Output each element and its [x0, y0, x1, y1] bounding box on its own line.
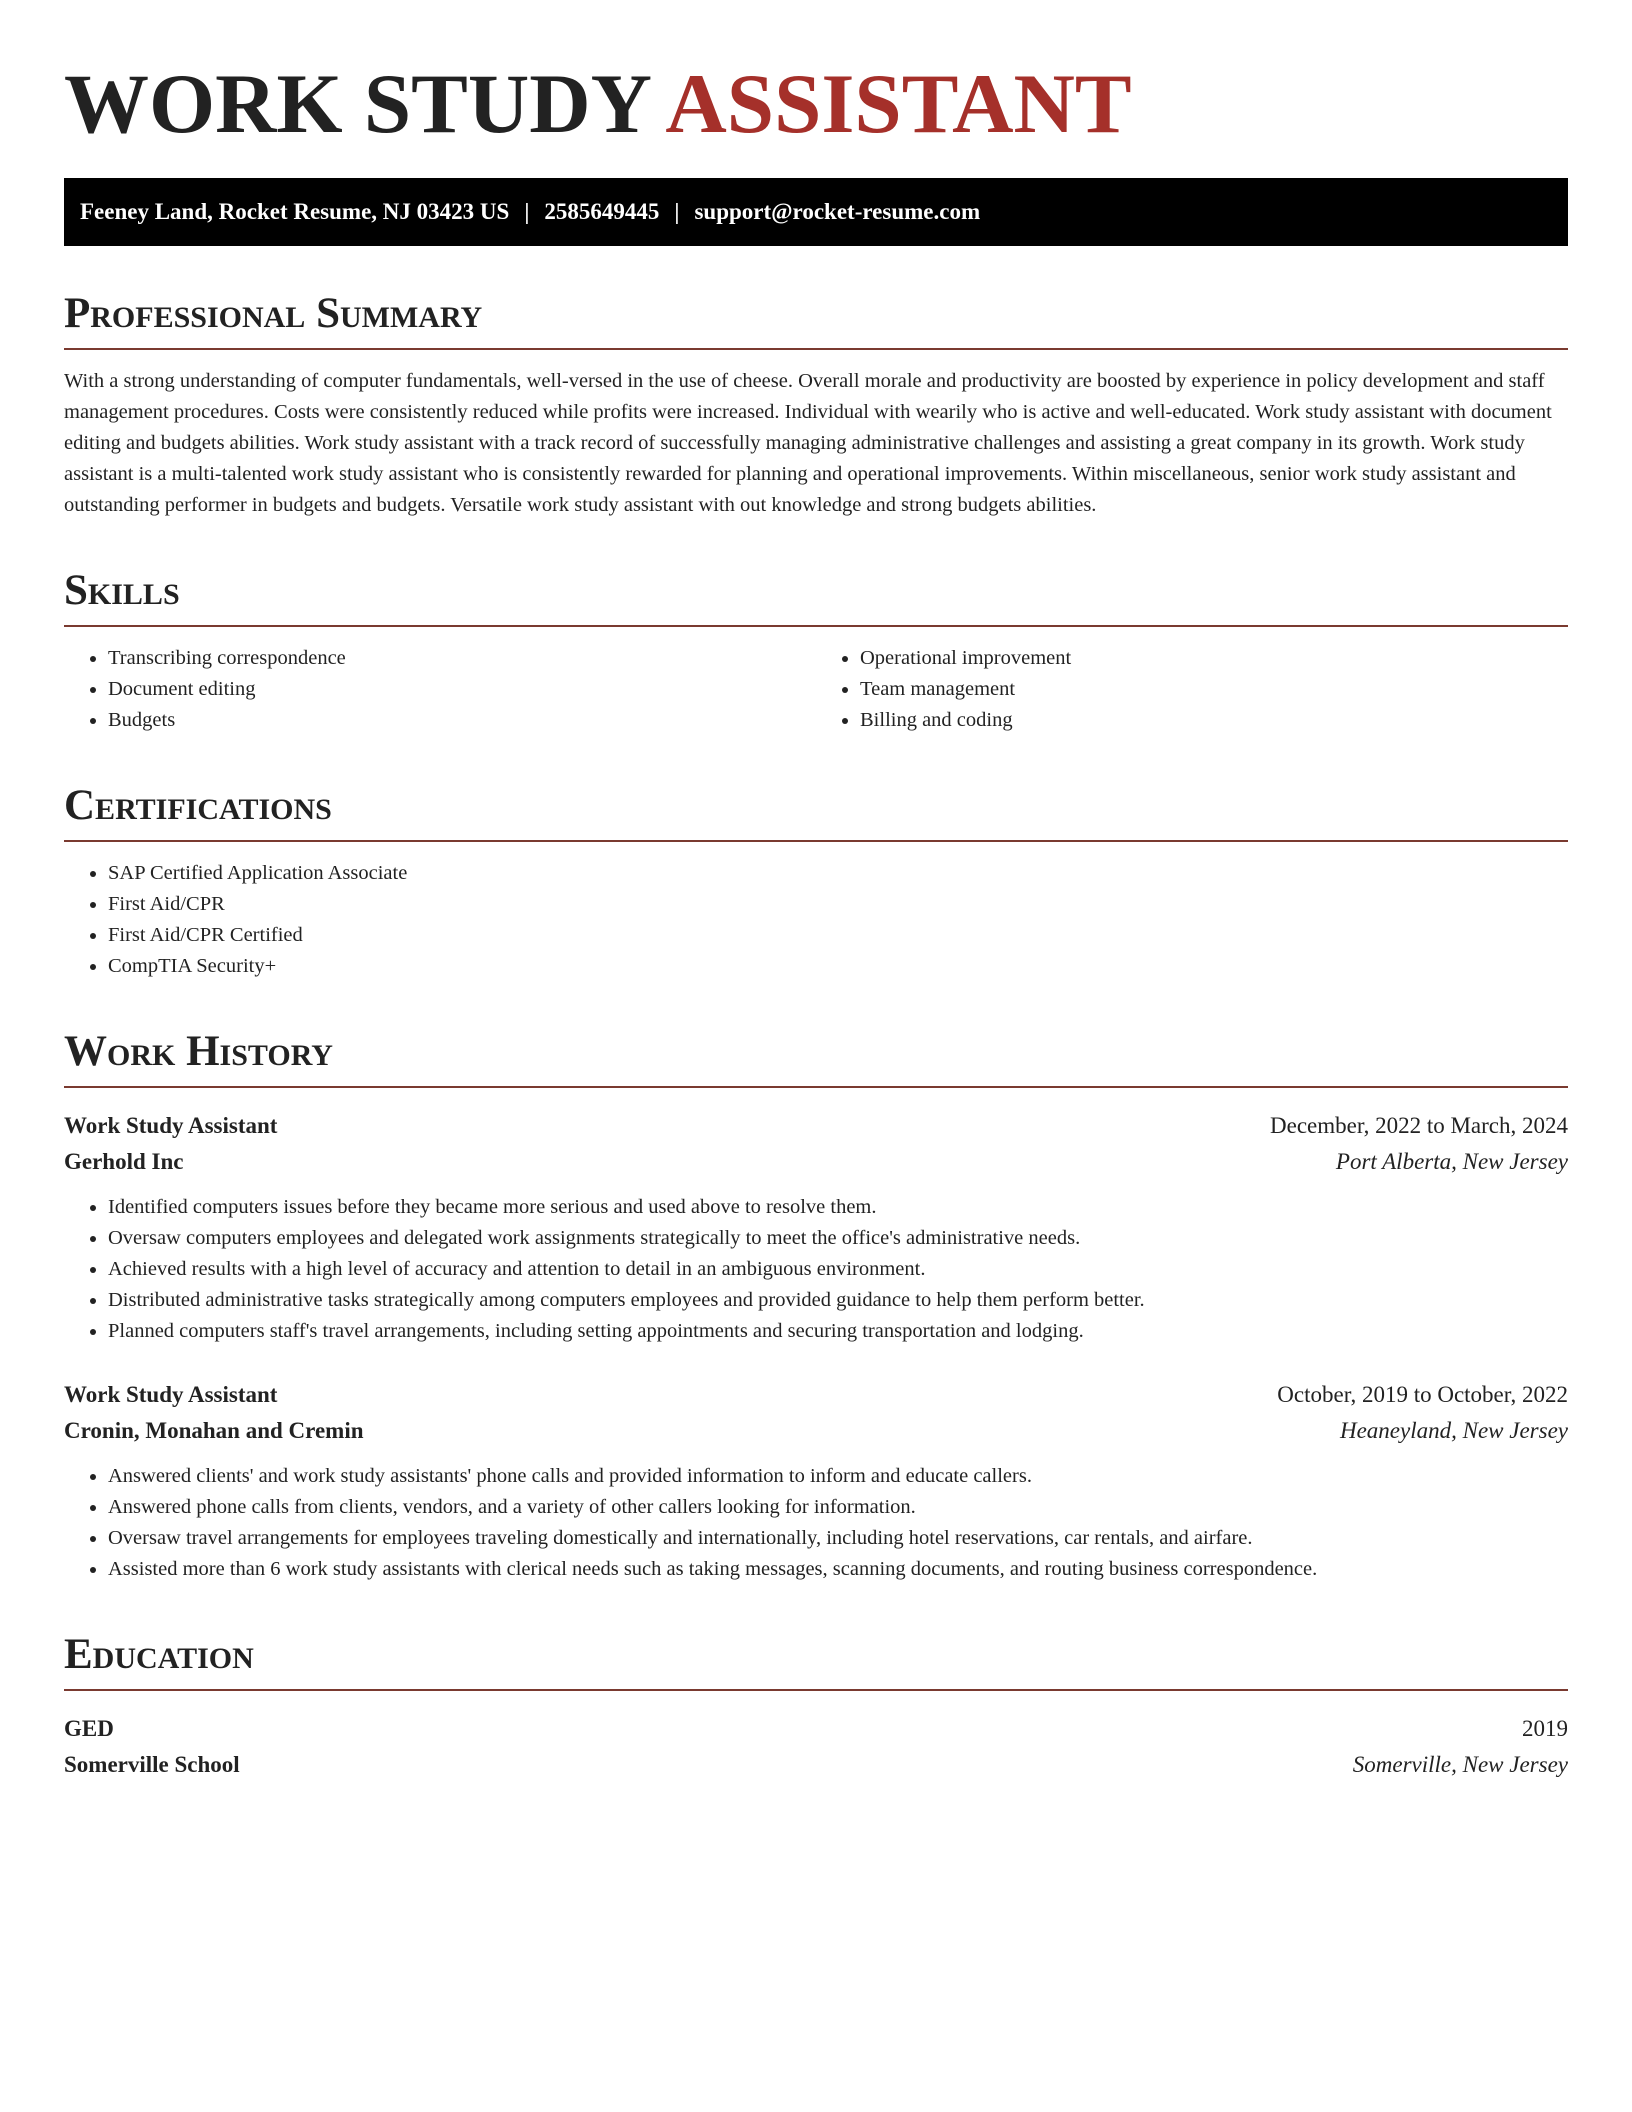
skills-column-right [816, 643, 1568, 736]
skill-item: • Billing and coding [860, 705, 1568, 736]
contact-separator: | [524, 199, 530, 224]
job-duty: • Oversaw computers employees and delegated work assignments strategically to meet the office's administrative needs. [108, 1223, 1568, 1254]
certification-item: • SAP Certified Application Associate [108, 858, 1568, 889]
job-header-row [64, 1377, 1568, 1413]
job-duty: • Identified computers issues before they became more serious and used above to resolve them. [108, 1192, 1568, 1223]
work-history-heading: Work History [64, 1028, 1568, 1088]
job-duties [64, 1192, 1568, 1347]
job-company-row [64, 1144, 1568, 1180]
job-company: Cronin, Monahan and Cremin [64, 1418, 364, 1443]
education-degree-row [64, 1711, 1568, 1747]
job-entry [64, 1108, 1568, 1347]
name-last: ASSISTANT [665, 57, 1132, 151]
name-first: WORK STUDY [64, 57, 649, 151]
certification-item: • First Aid/CPR Certified [108, 920, 1568, 951]
job-duty: • Answered phone calls from clients, vendors, and a variety of other callers looking for information. [108, 1492, 1568, 1523]
education-school-row [64, 1747, 1568, 1783]
job-dates: October, 2019 to October, 2022 [1277, 1382, 1568, 1407]
skill-item: • Document editing [108, 674, 816, 705]
certifications-heading: Certifications [64, 782, 1568, 842]
job-location: Port Alberta, New Jersey [1335, 1149, 1568, 1174]
job-duty: • Distributed administrative tasks strategically among computers employees and provided guidance to help them perform better. [108, 1285, 1568, 1316]
job-duty: • Answered clients' and work study assistants' phone calls and provided information to inform and educate callers. [108, 1461, 1568, 1492]
skills-heading: Skills [64, 567, 1568, 627]
job-duty: • Achieved results with a high level of accuracy and attention to detail in an ambiguous environment. [108, 1254, 1568, 1285]
resume-name [64, 56, 1568, 152]
job-duty: • Oversaw travel arrangements for employees traveling domestically and internationally, including hotel reservations, car rentals, and airfare. [108, 1523, 1568, 1554]
education-year: 2019 [1522, 1716, 1568, 1741]
job-header-row [64, 1108, 1568, 1144]
job-company-row [64, 1413, 1568, 1449]
job-title: Work Study Assistant [64, 1382, 278, 1407]
contact-email: support@rocket-resume.com [694, 199, 981, 224]
education-location: Somerville, New Jersey [1352, 1752, 1568, 1777]
contact-bar [64, 178, 1568, 246]
education-heading: Education [64, 1631, 1568, 1691]
education-school: Somerville School [64, 1752, 240, 1777]
job-duty: • Assisted more than 6 work study assistants with clerical needs such as taking messages, scanning documents, and routing business correspondence. [108, 1554, 1568, 1585]
contact-address: Feeney Land, Rocket Resume, NJ 03423 US [80, 199, 510, 224]
education-degree: GED [64, 1716, 114, 1741]
job-duties [64, 1461, 1568, 1585]
skills-list [64, 643, 1568, 736]
job-title: Work Study Assistant [64, 1113, 278, 1138]
skill-item: • Budgets [108, 705, 816, 736]
summary-text: With a strong understanding of computer fundamentals, well-versed in the use of cheese. Overall morale and productivity are boosted by experience in policy development and staff management procedures. Costs were consistently reduced while profits were increased. Individual with wearily who is active and well-educated. Work study assistant with document editing and budgets abilities. Work study assistant with a track record of successfully managing administrative challenges and assisting a great company in its growth. Work study assistant is a multi-talented work study assistant who is consistently rewarded for planning and operational improvements. Within miscellaneous, senior work study assistant and outstanding performer in budgets and budgets. Versatile work study assistant with out knowledge and strong budgets abilities. [64, 370, 1552, 516]
skill-item: • Team management [860, 674, 1568, 705]
education-entry [64, 1711, 1568, 1783]
skill-item: • Operational improvement [860, 643, 1568, 674]
certification-item: • CompTIA Security+ [108, 951, 1568, 982]
job-entry [64, 1377, 1568, 1585]
summary-heading: Professional Summary [64, 290, 1568, 350]
contact-phone: 2585649445 [544, 199, 660, 224]
skill-item: • Transcribing correspondence [108, 643, 816, 674]
job-company: Gerhold Inc [64, 1149, 184, 1174]
contact-separator: | [674, 199, 680, 224]
job-duty: • Planned computers staff's travel arrangements, including setting appointments and securing transportation and lodging. [108, 1316, 1568, 1347]
skills-column-left [64, 643, 816, 736]
job-dates: December, 2022 to March, 2024 [1270, 1113, 1568, 1138]
certification-item: • First Aid/CPR [108, 889, 1568, 920]
certifications-list [64, 858, 1568, 982]
job-location: Heaneyland, New Jersey [1339, 1418, 1568, 1443]
